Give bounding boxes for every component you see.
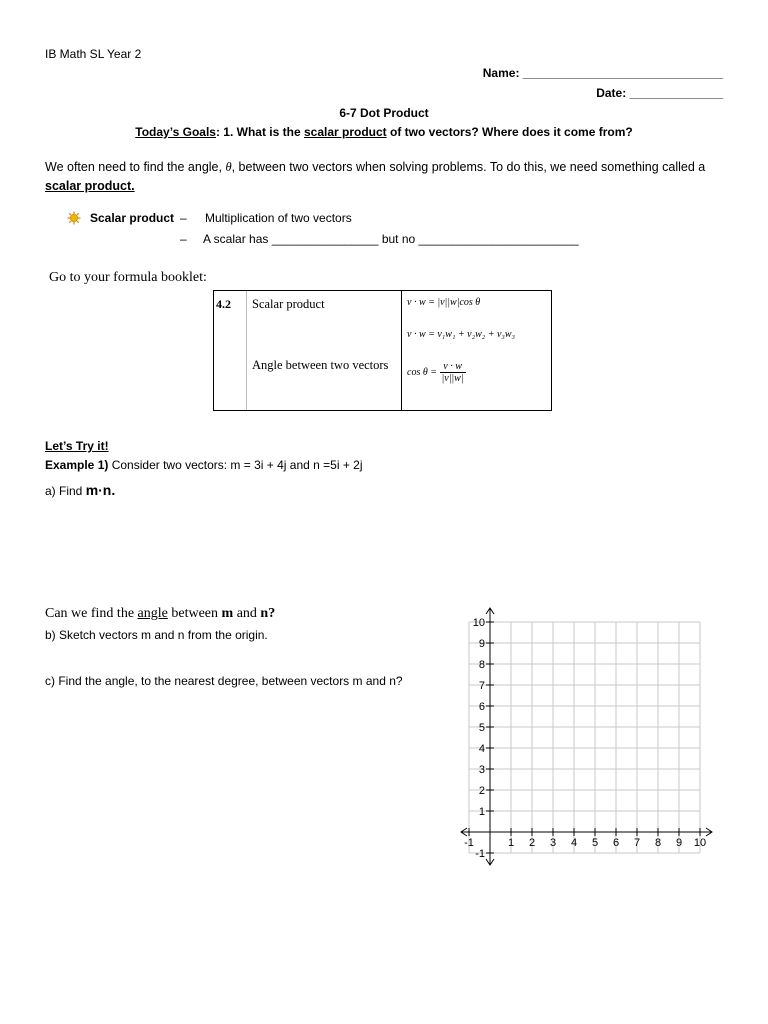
goals-pre: : 1. What is the bbox=[215, 125, 304, 139]
goals-post: of two vectors? Where does it come from? bbox=[386, 125, 633, 139]
example-1 bbox=[45, 458, 363, 472]
table-divider bbox=[401, 291, 402, 410]
x-tick-label: -1 bbox=[464, 837, 474, 849]
goals-label: Today’s Goals bbox=[135, 125, 216, 139]
x-tick-label: 7 bbox=[633, 837, 641, 849]
formula-row-label-scalar: Scalar product bbox=[252, 297, 325, 311]
intro-paragraph bbox=[45, 158, 730, 196]
todays-goals bbox=[0, 125, 768, 139]
x-tick-label: 6 bbox=[612, 837, 620, 849]
definition-dash: – bbox=[180, 232, 187, 246]
x-tick-label: 2 bbox=[528, 837, 536, 849]
course-title: IB Math SL Year 2 bbox=[45, 47, 142, 61]
angle-question-mid: between bbox=[167, 606, 222, 621]
y-tick-label: 4 bbox=[478, 743, 485, 755]
y-tick-label: 9 bbox=[478, 638, 485, 650]
x-tick-label: 9 bbox=[675, 837, 683, 849]
goals-term: scalar product bbox=[303, 125, 387, 139]
scalar-definition-blanks: A scalar has ________________ but no ________________________ bbox=[203, 232, 579, 246]
formula-section-number: 4.2 bbox=[216, 297, 231, 311]
x-tick-label: 4 bbox=[570, 837, 578, 849]
formula-scalar-product-cos: v · w = |v||w|cos θ bbox=[407, 297, 481, 308]
angle-word: angle bbox=[137, 606, 168, 621]
angle-question-pre: Can we find the bbox=[45, 606, 138, 621]
angle-question-and: and bbox=[233, 606, 261, 621]
part-b-question: b) Sketch vectors m and n from the origin. bbox=[45, 628, 268, 642]
sun-bullet-icon bbox=[67, 211, 81, 225]
formula-angle-fraction bbox=[440, 361, 466, 384]
y-tick-label: 3 bbox=[478, 764, 485, 776]
y-tick-label: 10 bbox=[472, 617, 485, 629]
y-tick-label: 8 bbox=[478, 659, 485, 671]
scalar-product-definition: Multiplication of two vectors bbox=[205, 211, 352, 225]
vector-n: n? bbox=[260, 606, 276, 621]
intro-text-1: We often need to find the angle, bbox=[45, 160, 226, 174]
y-tick-label: 2 bbox=[478, 785, 485, 797]
formula-scalar-product-components: v · w = v₁w₁ + v₂w₂ + v₃w₃ bbox=[407, 329, 516, 340]
lets-try-heading: Let’s Try it! bbox=[45, 439, 109, 453]
x-tick-label: 10 bbox=[693, 837, 707, 849]
formula-table bbox=[213, 290, 552, 411]
formula-angle-numerator: v · w bbox=[440, 361, 466, 373]
name-field-line: Name: ______________________________ bbox=[482, 66, 723, 80]
part-a-prefix: a) Find bbox=[45, 484, 86, 498]
part-c-question: c) Find the angle, to the nearest degree, between vectors m and n? bbox=[45, 674, 403, 688]
part-a-expression: m·n. bbox=[85, 482, 116, 498]
intro-text-2: , between two vectors when solving problems. To do this, we need something called a bbox=[231, 160, 706, 174]
example-text: Consider two vectors: m = 3i + 4j and n =5i + 2j bbox=[108, 458, 363, 472]
table-divider bbox=[246, 291, 247, 410]
theta-symbol: θ bbox=[225, 160, 232, 174]
formula-row-label-angle: Angle between two vectors bbox=[252, 358, 389, 372]
vector-m: m bbox=[221, 606, 234, 621]
x-tick-label: 3 bbox=[549, 837, 557, 849]
part-a-question bbox=[45, 482, 115, 498]
scalar-product-term: Scalar product bbox=[90, 211, 175, 225]
date-field-line: Date: ______________ bbox=[596, 86, 723, 100]
page-title: 6-7 Dot Product bbox=[339, 106, 429, 120]
angle-question bbox=[45, 606, 275, 622]
formula-booklet-prompt: Go to your formula booklet: bbox=[49, 270, 207, 285]
x-tick-label: 8 bbox=[654, 837, 662, 849]
example-label: Example 1) bbox=[45, 458, 109, 472]
formula-angle-denominator: |v||w| bbox=[441, 373, 464, 384]
x-tick-label: 1 bbox=[507, 837, 515, 849]
definition-dash: – bbox=[180, 211, 187, 225]
coordinate-grid[interactable] bbox=[450, 600, 720, 870]
y-tick-label: 1 bbox=[478, 806, 485, 818]
x-tick-label: 5 bbox=[591, 837, 599, 849]
y-tick-label: 5 bbox=[478, 722, 485, 734]
y-tick-label: -1 bbox=[475, 848, 485, 860]
y-tick-label: 7 bbox=[478, 680, 485, 692]
formula-angle-between bbox=[407, 361, 466, 384]
y-tick-label: 6 bbox=[478, 701, 485, 713]
intro-term: scalar product. bbox=[45, 179, 135, 193]
formula-angle-lhs: cos θ = bbox=[407, 366, 437, 378]
